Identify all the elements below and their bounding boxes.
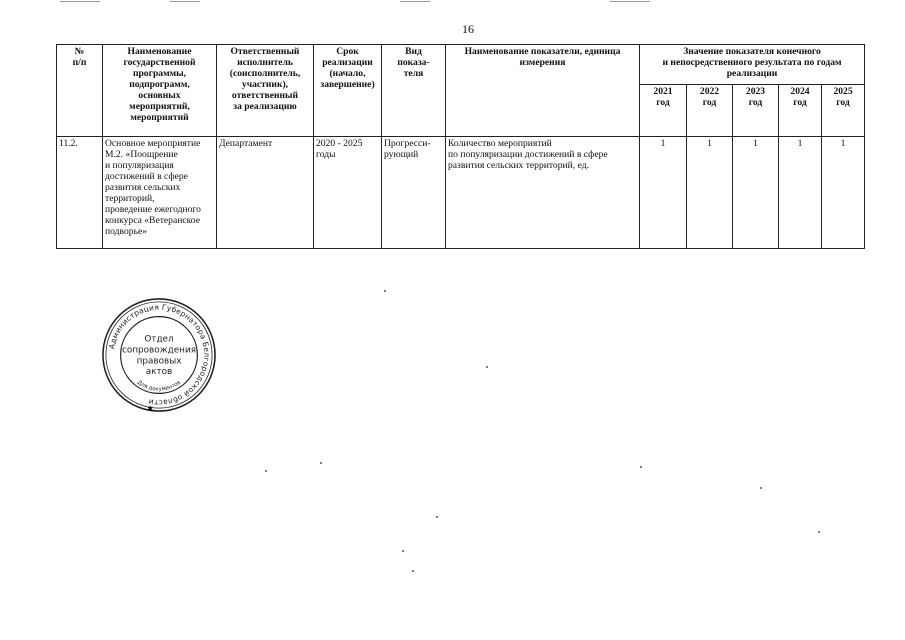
scan-speck <box>320 462 322 464</box>
row-name: Основное мероприятие М.2. «Поощрение и популяризация достижений в сфере развития сельских территорий, проведение ежегодного конкурса «Ветеранское подворье» <box>103 137 217 249</box>
scan-speck <box>436 516 438 518</box>
header-year-2025: 2025 год <box>822 85 865 137</box>
stamp-star-icon: ✱ <box>147 406 153 414</box>
header-year-2024: 2024 год <box>779 85 822 137</box>
header-kind: Вид показа- теля <box>382 45 446 137</box>
scan-speck <box>402 550 404 552</box>
stamp-center-text <box>122 335 196 377</box>
scan-speck <box>818 531 820 533</box>
row-num: 11.2. <box>57 137 103 249</box>
stamp-center-line: Отдел <box>144 334 174 345</box>
stamp-center-line: правовых <box>136 356 182 367</box>
scan-speck <box>384 290 386 292</box>
stamp-ring-text: Администрация Губернатора Белгородской области <box>107 302 212 408</box>
scan-speck <box>412 570 414 572</box>
row-value-2022: 1 <box>687 137 733 249</box>
row-executor: Департамент <box>217 137 314 249</box>
header-name: Наименование государственной программы, подпрограмм, основных мероприятий, мероприятий <box>103 45 217 137</box>
table-row <box>57 137 865 249</box>
header-value-group: Значение показателя конечного и непосредственного результата по годам реализации <box>640 45 865 85</box>
header-year-2023: 2023 год <box>733 85 779 137</box>
scan-speck <box>760 487 762 489</box>
official-stamp <box>100 296 218 414</box>
header-year-2022: 2022 год <box>687 85 733 137</box>
scan-artifact <box>170 1 200 2</box>
scan-artifact <box>60 1 100 2</box>
row-value-2023: 1 <box>733 137 779 249</box>
scan-speck <box>640 466 642 468</box>
row-value-2025: 1 <box>822 137 865 249</box>
header-indicator: Наименование показатели, единица измерения <box>446 45 640 137</box>
page-number: 16 <box>462 22 474 36</box>
stamp-center-line: сопровождения <box>121 345 197 356</box>
row-indicator: Количество мероприятий по популяризации достижений в сфере развития сельских территорий, ед. <box>446 137 640 249</box>
scan-artifact <box>610 1 650 2</box>
row-term: 2020 - 2025 годы <box>314 137 382 249</box>
header-num: № п/п <box>57 45 103 137</box>
stamp-center-line: актов <box>145 367 173 378</box>
row-value-2021: 1 <box>640 137 687 249</box>
row-kind: Прогресси- рующий <box>382 137 446 249</box>
program-table <box>56 44 865 249</box>
scan-speck <box>265 470 267 472</box>
row-value-2024: 1 <box>779 137 822 249</box>
header-executor: Ответственный исполнитель (соисполнитель, участник), ответственный за реализацию <box>217 45 314 137</box>
scan-speck <box>486 366 488 368</box>
stamp-bottom-text: Для документов <box>136 379 183 393</box>
header-term: Срок реализации (начало, завершение) <box>314 45 382 137</box>
scan-artifact <box>400 1 430 2</box>
header-year-2021: 2021 год <box>640 85 687 137</box>
